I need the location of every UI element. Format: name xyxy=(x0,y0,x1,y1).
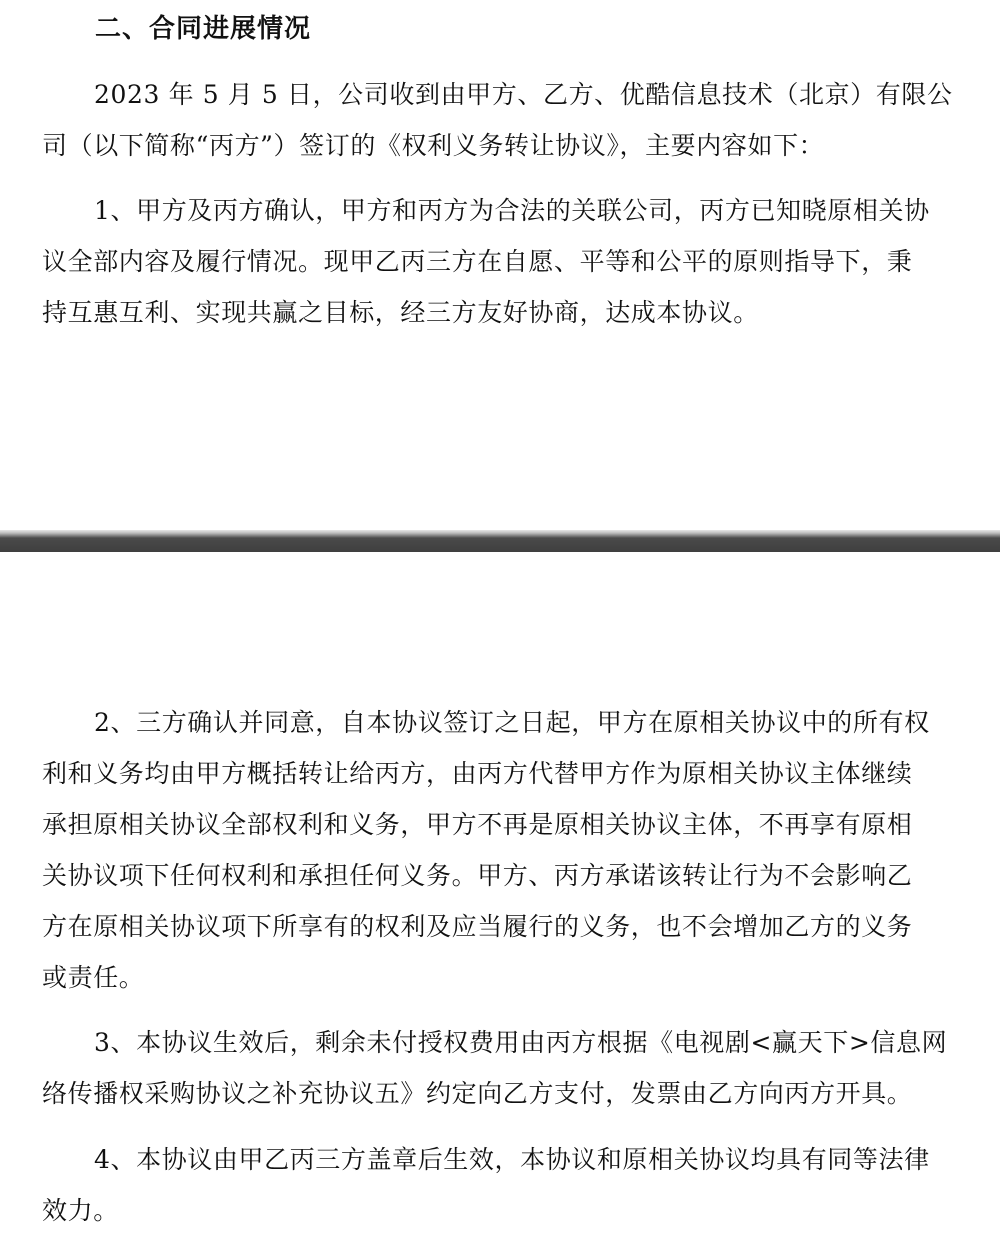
page-separator xyxy=(0,530,1000,552)
paragraph-clause-3 xyxy=(42,1017,948,1119)
paragraph-clause-2 xyxy=(42,697,942,1003)
paragraph-line: 议全部内容及履行情况。现甲乙丙三方在自愿、平等和公平的原则指导下，秉 xyxy=(42,247,913,276)
paragraph-line: 司（以下简称“丙方”）签订的《权利义务转让协议》，主要内容如下： xyxy=(42,131,825,160)
paragraph-line: 3、本协议生效后，剩余未付授权费用由丙方根据《电视剧<赢天下>信息网 xyxy=(94,1028,948,1057)
paragraph-line: 利和义务均由甲方概括转让给丙方，由丙方代替甲方作为原相关协议主体继续 xyxy=(42,759,913,788)
paragraph-line: 或责任。 xyxy=(42,963,145,992)
paragraph-line: 方在原相关协议项下所享有的权利及应当履行的义务，也不会增加乙方的义务 xyxy=(42,912,913,941)
paragraph-line: 1、甲方及丙方确认，甲方和丙方为合法的关联公司，丙方已知晓原相关协 xyxy=(94,196,930,225)
paragraph-line: 4、本协议由甲乙丙三方盖章后生效，本协议和原相关协议均具有同等法律 xyxy=(94,1145,930,1174)
paragraph-clause-4 xyxy=(42,1134,942,1236)
paragraph-line: 关协议项下任何权利和承担任何义务。甲方、丙方承诺该转让行为不会影响乙 xyxy=(42,861,913,890)
paragraph-line: 效力。 xyxy=(42,1196,119,1225)
paragraph-line: 2023 年 5 月 5 日，公司收到由甲方、乙方、优酷信息技术（北京）有限公 xyxy=(94,80,953,109)
paragraph-line: 2、三方确认并同意，自本协议签订之日起，甲方在原相关协议中的所有权 xyxy=(94,708,930,737)
paragraph-clause-1 xyxy=(42,185,942,338)
paragraph-line: 持互惠互利、实现共赢之目标，经三方友好协商，达成本协议。 xyxy=(42,298,759,327)
section-heading: 二、合同进展情况 xyxy=(95,14,312,44)
document-page-bottom xyxy=(0,552,1000,1244)
paragraph-line: 承担原相关协议全部权利和义务，甲方不再是原相关协议主体，不再享有原相 xyxy=(42,810,913,839)
paragraph-receipt xyxy=(42,69,953,171)
document-page-top xyxy=(0,0,1000,530)
paragraph-line: 络传播权采购协议之补充协议五》约定向乙方支付，发票由乙方向丙方开具。 xyxy=(42,1079,913,1108)
